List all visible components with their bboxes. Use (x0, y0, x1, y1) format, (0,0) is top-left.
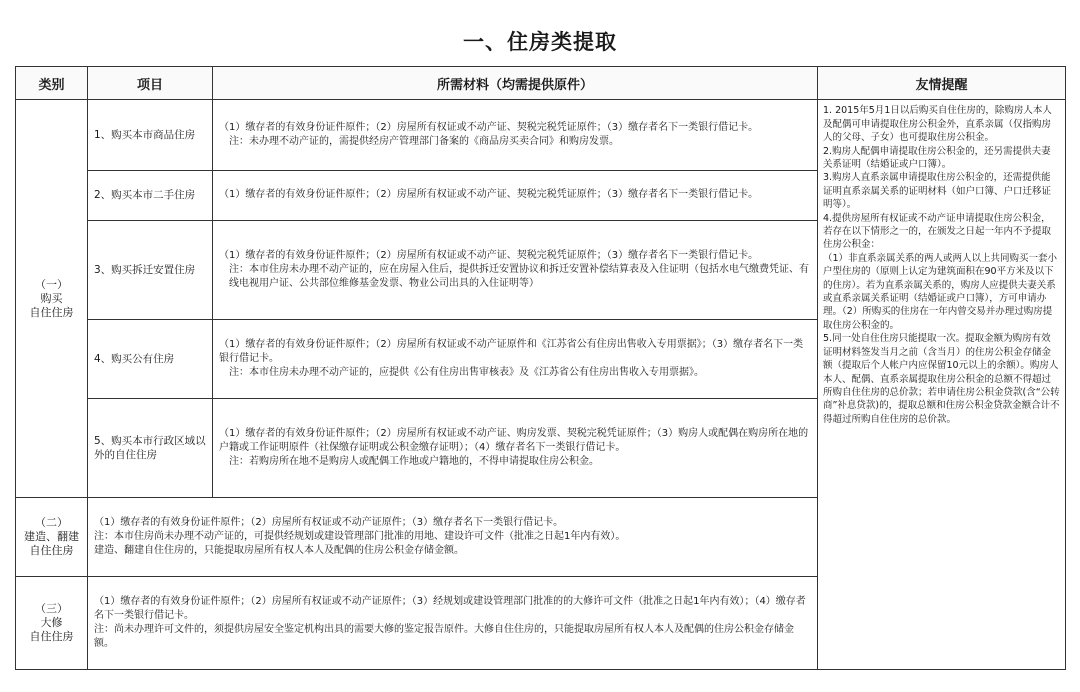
requirements-table (15, 66, 1066, 670)
category-build: （二） 建造、翻建 自住住房 (16, 497, 88, 576)
tip-item: 4.提供房屋所有权证或不动产证申请提取住房公积金，若存在以下情形之一的，在颁发之日起一年内不予提取住房公积金： (823, 212, 1052, 251)
tip-item: （1）非直系亲属关系的两人或两人以上共同购买一套小户型住房的（原则上认定为建筑面积在90平方米及以下的住房）。若为直系亲属关系的，购房人应提供夫妻关系或直系亲属关系证明（结婚证或户口簿），方可申请办理。（2）所购买的住房在一年内曾交易并办理过购房提取住房公积金的。 (823, 252, 1058, 331)
materials-cell: （1）缴存者的有效身份证件原件；（2）房屋所有权证或不动产证、契税完税凭证原件；（3）缴存者名下一类银行借记卡。 (213, 171, 818, 221)
item-label: 3、购买拆迁安置住房 (88, 220, 213, 319)
header-item: 项目 (88, 67, 213, 100)
page-title: 一、住房类提取 (463, 30, 617, 54)
tip-item: 5.同一处自住住房只能提取一次。提取金额为购房有效证明材料签发当月之前（含当月）的住房公积金存储金额（提取后个人帐户内应保留10元以上的余额）。购房人本人、配偶、直系亲属提取住房公积金的总额不得超过所购自住住房的总价款；若申请住房公积金贷款(含“公转商”补息贷款)的，提取总额和住房公积金贷款金额合计不得超过所购自住住房的总价款。 (823, 333, 1060, 425)
materials-cell: （1）缴存者的有效身份证件原件；（2）房屋所有权证或不动产证原件；（3）经规划或建设管理部门批准的的大修许可文件（批准之日起1年内有效）；（4）缴存者名下一类银行借记卡。 注：尚未办理许可文件的，须提供房屋安全鉴定机构出具的需要大修的鉴定报告原件。大修自住住房的，只能提取房屋所有权人本人及配偶的住房公积金存储金额。 (88, 576, 818, 669)
withdrawal-table (15, 66, 1065, 670)
header-category: 类别 (16, 67, 88, 100)
item-label: 5、购买本市行政区域以外的自住住房 (88, 398, 213, 497)
item-label: 2、购买本市二手住房 (88, 171, 213, 221)
header-tips: 友情提醒 (818, 67, 1066, 100)
tip-item: 1. 2015年5月1日以后购买自住住房的，除购房人本人及配偶可申请提取住房公积金外，直系亲属（仅指购房人的父母、子女）也可提取住房公积金。 (823, 105, 1052, 144)
item-label: 1、购买本市商品住房 (88, 100, 213, 171)
tip-item: 2.购房人配偶申请提取住房公积金的，还另需提供夫妻关系证明（结婚证或户口簿）。 (823, 145, 1051, 170)
tips-cell (818, 100, 1066, 670)
tip-item: 3.购房人直系亲属申请提取住房公积金的，还需提供能证明直系亲属关系的证明材料（如户口簿、户口迁移证明等）。 (823, 172, 1052, 211)
header-materials: 所需材料（均需提供原件） (213, 67, 818, 100)
materials-cell: （1）缴存者的有效身份证件原件；（2）房屋所有权证或不动产证、契税完税凭证原件；（3）缴存者名下一类银行借记卡。 注：未办理不动产证的，需提供经房产管理部门备案的《商品房买卖合同》和购房发票。 (213, 100, 818, 171)
materials-cell: （1）缴存者的有效身份证件原件；（2）房屋所有权证或不动产证、契税完税凭证原件；（3）缴存者名下一类银行借记卡。 注：本市住房未办理不动产证的，应在房屋入住后，提供拆迁安置协议和拆迁安置补偿结算表及入住证明（包括水电气缴费凭证、有线电视用户证、公共部位维修基金发票、物业公司出具的入住证明等） (213, 220, 818, 319)
materials-cell: （1）缴存者的有效身份证件原件；（2）房屋所有权证或不动产证、购房发票、契税完税凭证原件；（3）购房人或配偶在购房所在地的户籍或工作证明原件（社保缴存证明或公积金缴存证明）；（4）缴存者名下一类银行借记卡。 注：若购房所在地不是购房人或配偶工作地或户籍地的，不得申请提取住房公积金。 (213, 398, 818, 497)
table-header-row (16, 67, 1066, 100)
table-row (16, 100, 1066, 171)
materials-cell: （1）缴存者的有效身份证件原件；（2）房屋所有权证或不动产证原件和《江苏省公有住房出售收入专用票据》；（3）缴存者名下一类银行借记卡。 注：本市住房未办理不动产证的，应提供《公有住房出售审核表》及《江苏省公有住房出售收入专用票据》。 (213, 319, 818, 398)
item-label: 4、购买公有住房 (88, 319, 213, 398)
category-purchase: （一） 购买 自住住房 (16, 100, 88, 498)
category-repair: （三） 大修 自住住房 (16, 576, 88, 669)
materials-cell: （1）缴存者的有效身份证件原件；（2）房屋所有权证或不动产证原件；（3）缴存者名下一类银行借记卡。 注：本市住房尚未办理不动产证的，可提供经规划或建设管理部门批准的用地、建设许可文件（批准之日起1年内有效）。 建造、翻建自住住房的，只能提取房屋所有权人本人及配偶的住房公积金存储金额。 (88, 497, 818, 576)
